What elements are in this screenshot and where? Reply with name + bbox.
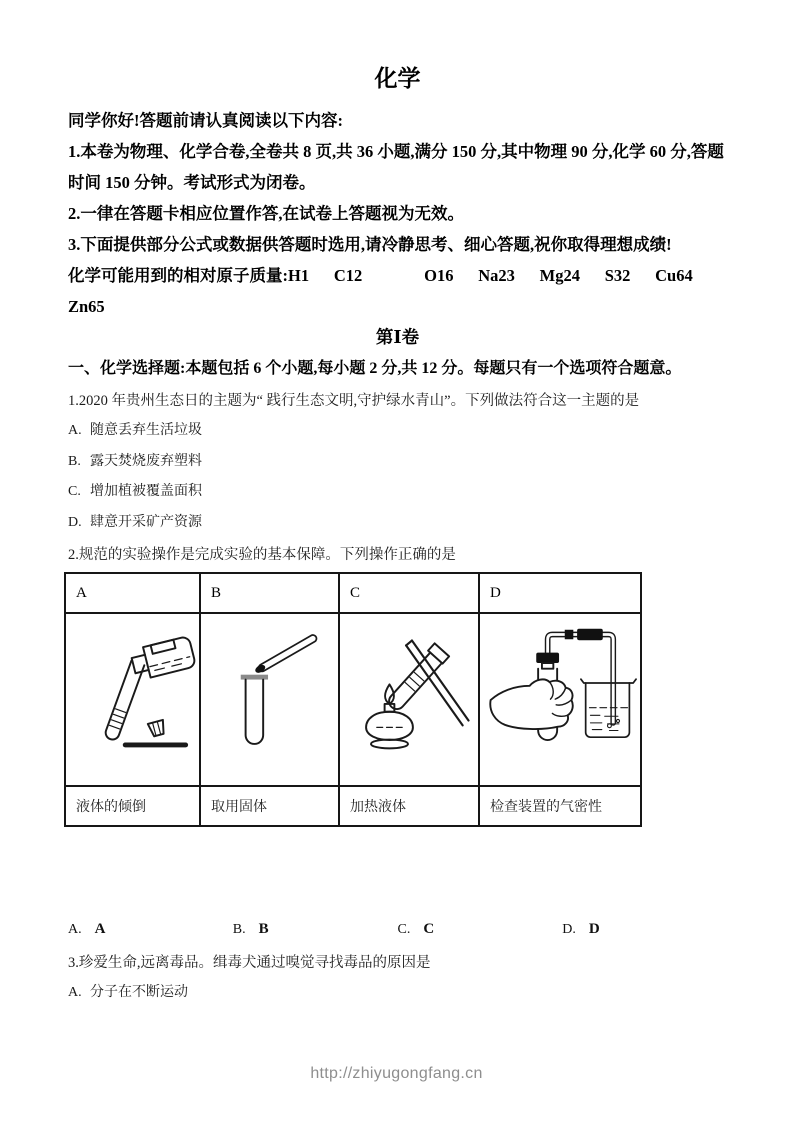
option-label: A. xyxy=(68,922,82,937)
table-cell-taking-solid xyxy=(200,613,339,786)
checking-airtightness-diagram xyxy=(483,622,637,782)
caption-checking-airtightness: 检查装置的气密性 xyxy=(479,786,641,826)
table-header-a: A xyxy=(65,573,200,613)
question-2-table xyxy=(64,572,642,827)
table-cell-heating-liquid xyxy=(339,613,479,786)
option-text: 露天焚烧废弃塑料 xyxy=(90,453,202,469)
caption-taking-solid: 取用固体 xyxy=(200,786,339,826)
option-label: B. xyxy=(68,453,81,469)
table-cell-pouring-liquid xyxy=(65,613,200,786)
taking-solid-diagram xyxy=(210,622,330,782)
option-label: A. xyxy=(68,985,82,1000)
option-text: 增加植被覆盖面积 xyxy=(90,484,202,499)
atomic-masses-continuation: Zn65 xyxy=(68,297,105,316)
option-value: A xyxy=(94,921,106,937)
option-label: D. xyxy=(562,922,576,937)
option-value: C xyxy=(423,921,435,937)
table-header-row xyxy=(65,573,641,613)
instruction-item-2: 2.一律在答题卡相应位置作答,在试卷上答题视为无效。 xyxy=(68,204,464,223)
heating-liquid-diagram xyxy=(348,622,470,782)
question-1-option-b xyxy=(68,447,727,478)
question-3-option-a xyxy=(68,978,727,1009)
question-1-option-d xyxy=(68,508,727,539)
question-3-text: 3.珍爱生命,远离毒品。缉毒犬通过嗅觉寻找毒品的原因是 xyxy=(68,955,431,971)
pouring-liquid-diagram xyxy=(70,622,196,782)
table-caption-row xyxy=(65,786,641,826)
option-text: 肆意开采矿产资源 xyxy=(90,514,202,530)
table-header-c: C xyxy=(339,573,479,613)
option-label: B. xyxy=(232,922,246,937)
page-title: 化学 xyxy=(374,66,421,91)
instruction-item-3: 3.下面提供部分公式或数据供答题时选用,请冷静思考、细心答题,祝你取得理想成绩! xyxy=(68,235,672,254)
option-text: 随意丢弃生活垃圾 xyxy=(90,423,202,438)
greeting-line: 同学你好!答题前请认真阅读以下内容: xyxy=(68,111,343,130)
part-title: 第Ⅰ卷 xyxy=(375,327,420,347)
instruction-item-1: 1.本卷为物理、化学合卷,全卷共 8 页,共 36 小题,满分 150 分,其中物理 90 分,化学 60 分,答题时间 150 分钟。考试形式为闭卷。 xyxy=(68,142,724,192)
option-label: C. xyxy=(68,484,81,499)
section-instruction: 一、化学选择题:本题包括 6 个小题,每小题 2 分,共 12 分。每题只有一个选项符合题意。 xyxy=(68,360,682,377)
answer-option-d xyxy=(562,915,727,944)
table-header-b: B xyxy=(200,573,339,613)
option-value: D xyxy=(588,921,600,937)
caption-heating-liquid: 加热液体 xyxy=(339,786,479,826)
option-text: 分子在不断运动 xyxy=(90,985,188,1000)
caption-pouring-liquid: 液体的倾倒 xyxy=(65,786,200,826)
answer-option-c xyxy=(398,915,563,944)
answer-option-b xyxy=(233,915,398,944)
answer-option-a xyxy=(68,915,233,944)
table-cell-checking-airtightness xyxy=(479,613,641,786)
question-2-answer-row xyxy=(68,915,727,944)
option-label: A. xyxy=(68,423,82,438)
option-value: B xyxy=(258,921,269,937)
question-1-option-c xyxy=(68,477,727,508)
question-1-text: 1.2020 年贵州生态日的主题为“ 践行生态文明,守护绿水青山”。下列做法符合这一主题的是 xyxy=(68,393,640,409)
atomic-masses-line: 化学可能用到的相对原子质量:H1 C12 O16 Na23 Mg24 S32 Cu64 xyxy=(68,266,693,285)
option-label: D. xyxy=(68,514,82,530)
option-label: C. xyxy=(397,922,411,937)
table-image-row xyxy=(65,613,641,786)
footer-url: http://zhiyugongfang.cn xyxy=(310,1065,483,1082)
question-2-text: 2.规范的实验操作是完成实验的基本保障。下列操作正确的是 xyxy=(68,547,456,563)
table-header-d: D xyxy=(479,573,641,613)
question-1-option-a xyxy=(68,416,727,447)
